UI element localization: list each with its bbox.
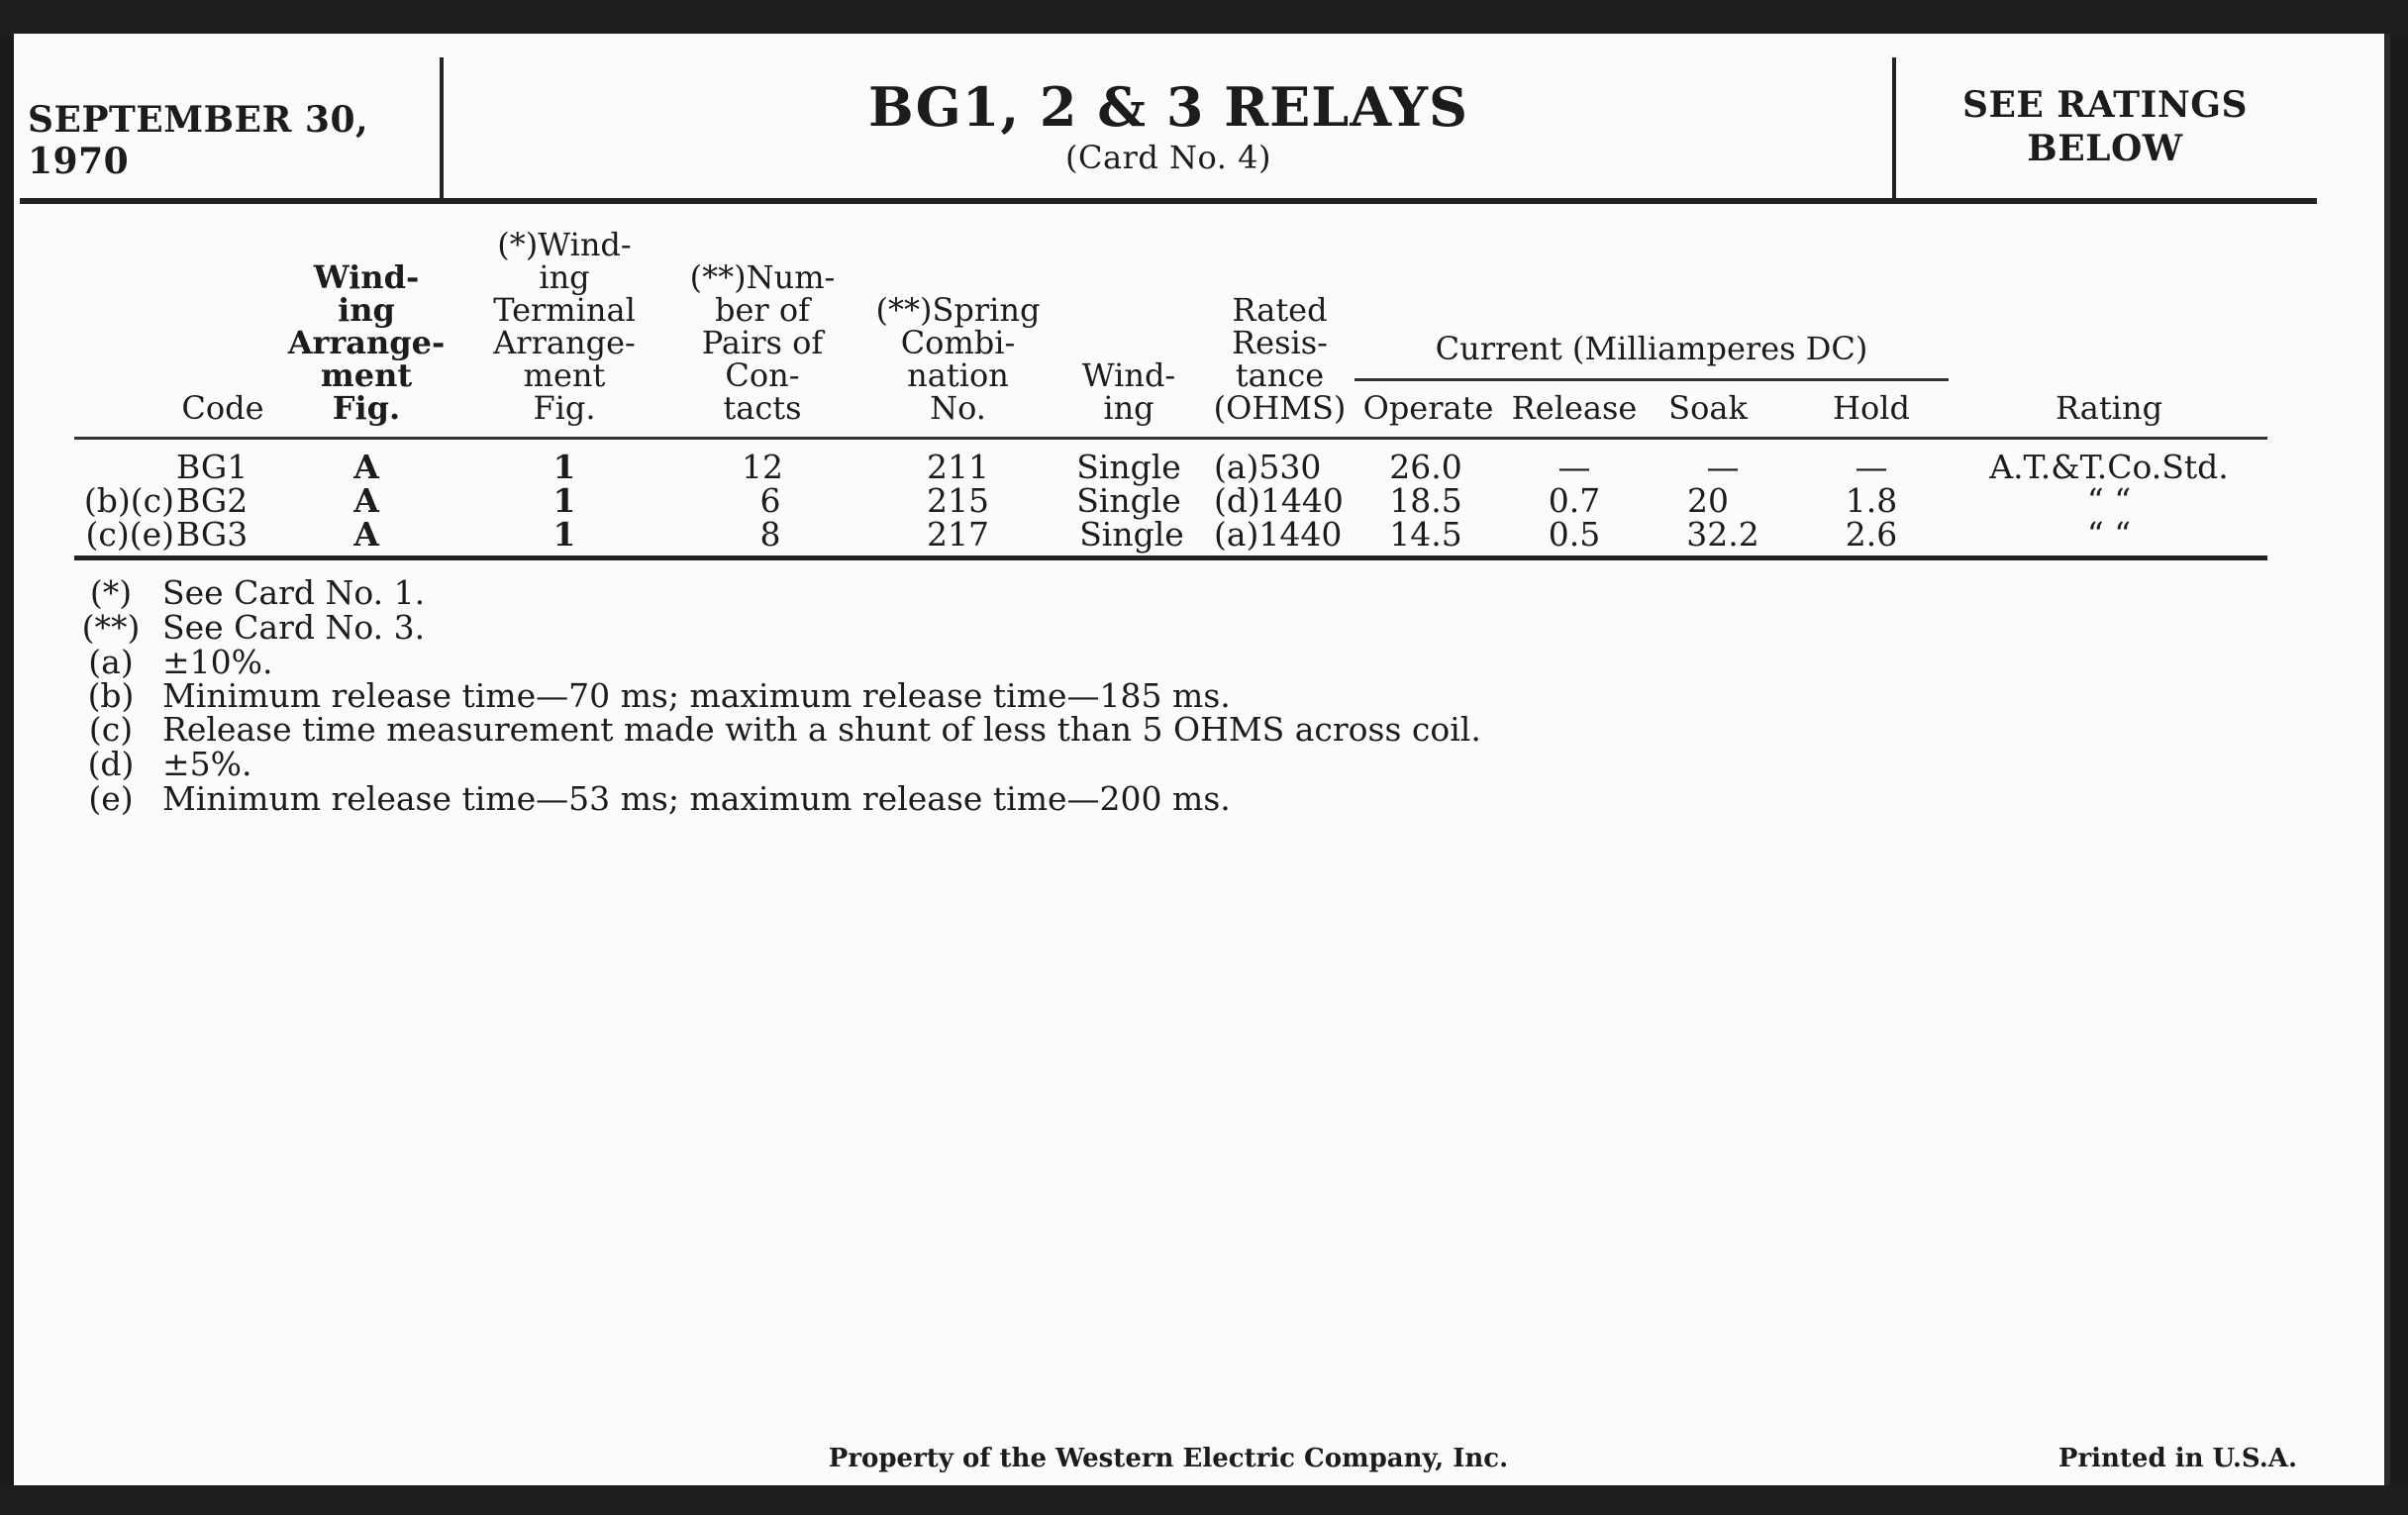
footnote-key: (c) (88, 710, 134, 749)
row-operate: 26.0 (1389, 448, 1462, 486)
row-code: BG1 (176, 448, 249, 486)
card-title: BG1, 2 & 3 RELAYS (868, 75, 1468, 139)
col-header-line: Combi- (900, 324, 1016, 361)
row-prefix: (b)(c) (83, 481, 174, 520)
col-header-line: Wind- (313, 258, 420, 296)
reference-card (14, 34, 2390, 1487)
col-header-line: Current (Milliamperes DC) (1435, 330, 1868, 367)
row-soak: 20 (1687, 481, 1729, 520)
row-spring-combination: 215 (927, 481, 989, 520)
footnote-key: (e) (88, 779, 134, 818)
footnote-text: See Card No. 1. (162, 573, 426, 612)
row-release: — (1557, 448, 1591, 486)
col-header-terminal-arrangement (465, 226, 663, 427)
row-winding-arrangement: A (353, 448, 379, 486)
row-winding-arrangement: A (353, 515, 379, 554)
col-header-line: Con- (725, 356, 800, 394)
footnote-key: (**) (81, 608, 141, 647)
footnote-text: ±5%. (162, 745, 252, 783)
col-header-line: (OHMS) (1213, 389, 1347, 427)
footnote-key: (*) (89, 573, 133, 612)
col-header-release (1500, 389, 1649, 427)
printed-notice: Printed in U.S.A. (2057, 1444, 2297, 1473)
header-divider-left (440, 57, 444, 200)
footnote-text: Minimum release time—70 ms; maximum release time—185 ms. (162, 676, 1231, 715)
row-spring-combination: 211 (927, 448, 989, 486)
col-header-line: ber of (715, 291, 810, 329)
col-header-line: ment (320, 356, 413, 394)
header-rule (20, 198, 2317, 204)
col-header-line: tance (1235, 356, 1325, 394)
row-rating: A.T.&T.Co.Std. (1989, 448, 2229, 486)
col-header-line: (**)Spring (875, 291, 1041, 329)
col-header-line: Arrange- (493, 324, 636, 361)
ratings-note-line1: SEE RATINGS (1961, 84, 2249, 126)
row-hold: 2.6 (1845, 515, 1898, 554)
row-winding-arrangement: A (353, 481, 379, 520)
col-header-line: Arrange- (287, 324, 446, 361)
col-header-line: ing (539, 258, 590, 296)
row-release: 0.5 (1548, 515, 1601, 554)
row-soak: — (1706, 448, 1740, 486)
property-notice: Property of the Western Electric Company, Inc. (828, 1444, 1509, 1473)
row-hold: — (1855, 448, 1888, 486)
row-rating: “ “ (2086, 515, 2132, 554)
bottom-scan-border (0, 1485, 2408, 1515)
col-header-winding-arrangement (277, 258, 455, 427)
col-header-hold (1797, 389, 1946, 427)
current-group-underline (1354, 378, 1949, 381)
row-rated-resistance: (a)530 (1214, 448, 1322, 486)
row-code: BG3 (176, 515, 249, 554)
col-header-line: Pairs of (701, 324, 824, 361)
col-header-line: ment (523, 356, 606, 394)
col-header-line: Rating (2055, 389, 2163, 427)
col-header-line: Hold (1833, 389, 1910, 427)
row-rating: “ “ (2086, 481, 2132, 520)
row-prefix: (c)(e) (85, 515, 174, 554)
footnote-key: (a) (88, 643, 134, 681)
table-bottom-rule (74, 556, 2267, 560)
row-soak: 32.2 (1686, 515, 1759, 554)
top-scan-border (0, 0, 2408, 36)
col-header-line: Fig. (332, 389, 401, 427)
col-header-line: Release (1511, 389, 1638, 427)
col-header-operate (1356, 389, 1500, 427)
col-header-rating (1990, 389, 2228, 427)
footnote-key: (b) (87, 676, 135, 715)
row-winding: Single (1079, 515, 1184, 554)
col-header-line: Terminal (493, 291, 636, 329)
row-winding: Single (1076, 448, 1181, 486)
card-date: SEPTEMBER 30, 1970 (28, 99, 369, 182)
col-header-line: tacts (723, 389, 802, 427)
row-code: BG2 (176, 481, 249, 520)
row-terminal-arrangement: 1 (552, 448, 576, 486)
col-header-line: Resis- (1232, 324, 1328, 361)
header-divider-right (1892, 57, 1896, 200)
footnote-text: Minimum release time—53 ms; maximum release time—200 ms. (162, 779, 1231, 818)
col-header-code (168, 389, 277, 427)
col-header-winding (1069, 356, 1188, 427)
row-operate: 18.5 (1389, 481, 1462, 520)
row-pairs-of-contacts: 8 (759, 515, 781, 554)
footnote-key: (d) (87, 745, 135, 783)
col-header-spring-combination (856, 291, 1059, 427)
row-hold: 1.8 (1845, 481, 1898, 520)
col-header-current-group (1354, 330, 1949, 367)
row-rated-resistance: (a)1440 (1214, 515, 1343, 554)
footnote-text: ±10%. (162, 643, 273, 681)
card-subtitle: (Card No. 4) (1065, 139, 1271, 176)
row-operate: 14.5 (1389, 515, 1462, 554)
ratings-note (1897, 83, 2313, 170)
row-rated-resistance: (d)1440 (1214, 481, 1344, 520)
row-release: 0.7 (1548, 481, 1601, 520)
table-header-rule (74, 437, 2267, 440)
col-header-soak (1649, 389, 1767, 427)
row-terminal-arrangement: 1 (552, 481, 576, 520)
col-header-line: (**)Num- (689, 258, 836, 296)
col-header-line: ing (1103, 389, 1154, 427)
col-header-line: Fig. (533, 389, 596, 427)
col-header-code-line: Code (181, 389, 264, 427)
ratings-note-line2: BELOW (2027, 128, 2183, 169)
col-header-line: Rated (1232, 291, 1328, 329)
col-header-pairs-of-contacts (663, 258, 861, 427)
col-header-line: Wind- (1081, 356, 1176, 394)
row-pairs-of-contacts: 12 (742, 448, 783, 486)
row-terminal-arrangement: 1 (552, 515, 576, 554)
row-winding: Single (1076, 481, 1181, 520)
col-header-line: Soak (1668, 389, 1748, 427)
footnote-text: Release time measurement made with a shunt of less than 5 OHMS across coil. (162, 710, 1481, 749)
col-header-line: No. (930, 389, 986, 427)
footnote-text: See Card No. 3. (162, 608, 426, 647)
row-pairs-of-contacts: 6 (759, 481, 781, 520)
col-header-line: nation (907, 356, 1009, 394)
col-header-line: ing (338, 291, 395, 329)
row-spring-combination: 217 (927, 515, 989, 554)
col-header-rated-resistance (1193, 291, 1366, 427)
col-header-line: (*)Wind- (497, 226, 632, 263)
col-header-line: Operate (1362, 389, 1494, 427)
